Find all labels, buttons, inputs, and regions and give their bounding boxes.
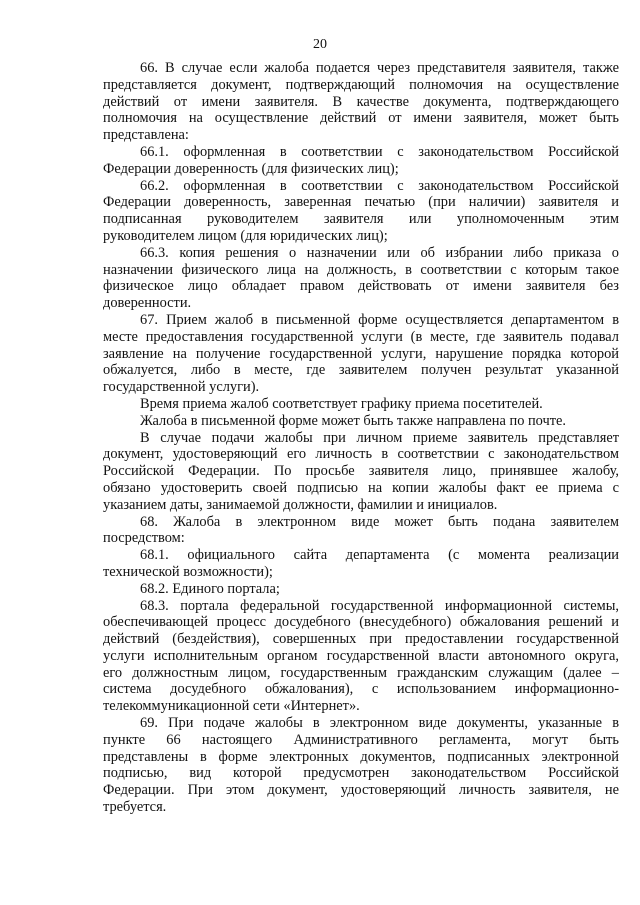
paragraph-line: пункте 66 настоящего Административного регламента, могут быть: [103, 731, 619, 748]
paragraph-line: система досудебного обжалования), с использованием информационно-: [103, 681, 619, 698]
paragraph-first-line: 69. При подаче жалобы в электронном виде документы, указанные в: [140, 715, 619, 732]
paragraph-line: Федерации. При этом документ, удостоверяющий личность заявителя, не: [103, 782, 619, 799]
paragraph-first-line: 68.3. портала федеральной государственной информационной системы,: [140, 597, 619, 614]
document-body: [103, 60, 619, 816]
paragraph-line: подписью, вид которой предусмотрен законодательством Российской: [103, 765, 619, 782]
paragraph-line: представляется документ, подтверждающий полномочия на осуществление: [103, 76, 619, 93]
paragraph-line: месте предоставления государственной услуги (в месте, где заявитель подавал: [103, 328, 619, 345]
paragraph-line: телекоммуникационной сети «Интернет».: [103, 698, 360, 715]
paragraph-line: Федерации доверенность (для физических лиц);: [103, 160, 399, 177]
paragraph-first-line: Время приема жалоб соответствует графику приема посетителей.: [140, 395, 543, 412]
paragraph-first-line: В случае подачи жалобы при личном приеме заявитель представляет: [140, 429, 619, 446]
paragraph-line: требуется.: [103, 799, 167, 816]
paragraph-line: обязано удостоверить своей подписью на копии жалобы факт ее приема с: [103, 479, 619, 496]
paragraph-line: государственной услуги).: [103, 379, 260, 396]
paragraph-first-line: Жалоба в письменной форме может быть также направлена по почте.: [140, 412, 567, 429]
paragraph-line: доверенности.: [103, 295, 192, 312]
paragraph-line: физическое лицо обладает правом действовать от имени заявителя без: [103, 278, 619, 295]
paragraph-first-line: 67. Прием жалоб в письменной форме осуществляется департаментом в: [140, 311, 619, 328]
paragraph-line: подписанная руководителем заявителя или уполномоченным этим: [103, 211, 619, 228]
paragraph-first-line: 66.3. копия решения о назначении или об избрании либо приказа о: [140, 244, 619, 261]
paragraph-first-line: 68.2. Единого портала;: [140, 580, 280, 597]
page-number: 20: [313, 37, 327, 52]
paragraph-first-line: 66. В случае если жалоба подается через представителя заявителя, также: [140, 60, 619, 76]
paragraph-first-line: 66.1. оформленная в соответствии с законодательством Российской: [140, 143, 619, 160]
paragraph-first-line: 68.1. официального сайта департамента (с момента реализации: [140, 547, 619, 564]
paragraph-line: услуги исполнительным органом государственной власти автономного округа,: [103, 647, 619, 664]
paragraph-line: действий (бездействия), совершенных при предоставлении государственной: [103, 631, 619, 648]
paragraph-line: обеспечивающей процесс досудебного (внесудебного) обжалования решений и: [103, 614, 619, 631]
paragraph-line: представлена:: [103, 127, 189, 144]
paragraph-line: Федерации доверенность, заверенная печатью (при наличии) заявителя и: [103, 194, 619, 211]
paragraph-line: действий от имени заявителя. В качестве документа, подтверждающего: [103, 93, 619, 110]
paragraph-line: представлены в форме электронных документов, подписанных электронной: [103, 748, 619, 765]
paragraph-first-line: 68. Жалоба в электронном виде может быть подана заявителем: [140, 513, 619, 530]
paragraph-line: Российской Федерации. По просьбе заявителя лицо, принявшее жалобу,: [103, 463, 619, 480]
paragraph-line: полномочия на осуществление действий от имени заявителя, может быть: [103, 110, 619, 127]
paragraph-line: обжалуется, либо в месте, где заявителем получен результат указанной: [103, 362, 619, 379]
paragraph-line: указанием даты, занимаемой должности, фамилии и инициалов.: [103, 496, 498, 513]
paragraph-line: технической возможности);: [103, 563, 273, 580]
paragraph-line: заявление на получение государственной услуги, нарушение порядка которой: [103, 345, 619, 362]
paragraph-line: его должностным лицом, государственным гражданским служащим (далее –: [103, 664, 619, 681]
paragraph-line: посредством:: [103, 530, 185, 547]
paragraph-line: документ, удостоверяющий его личность в соответствии с законодательством: [103, 446, 619, 463]
paragraph-line: назначении физического лица на должность, в соответствии с которым такое: [103, 261, 619, 278]
paragraph-line: руководителем лицом (для юридических лиц);: [103, 227, 388, 244]
paragraph-first-line: 66.2. оформленная в соответствии с законодательством Российской: [140, 177, 619, 194]
